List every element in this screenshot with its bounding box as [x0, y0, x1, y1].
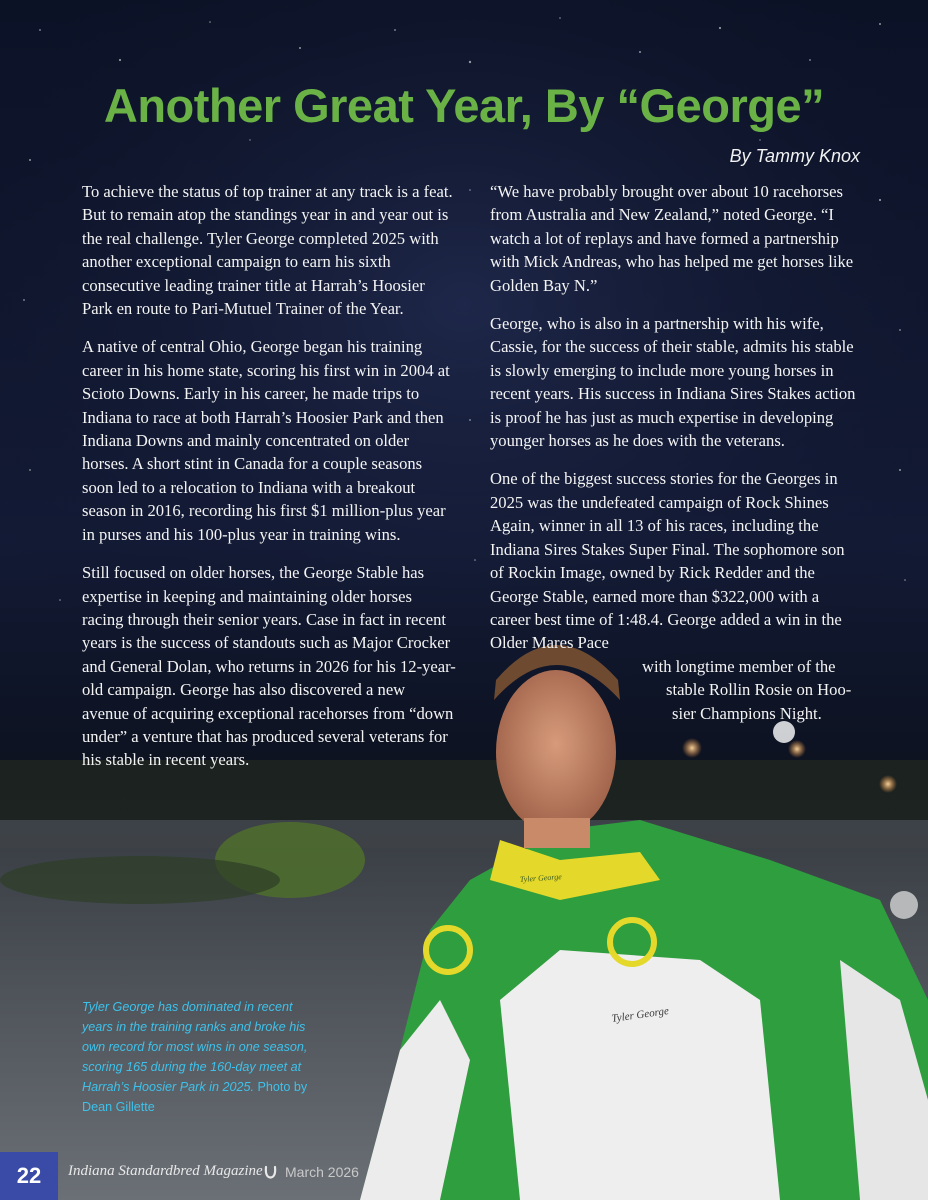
- paragraph: “We have probably brought over about 10 racehorses from Australia and New Zealand,” noted George. “I watch a lot of replays and have formed a partnership with Mick Andreas, who has helped me get horses like Golden Bay N.”: [490, 182, 854, 295]
- byline: By Tammy Knox: [729, 146, 860, 166]
- paragraph: To achieve the status of top trainer at any track is a feat. But to remain atop the standings year in and year out is the real challenge. Tyler George completed 2025 with another exceptional campaign to earn his sixth consecutive leading trainer title at Harrah’s Hoosier Park en route to Pari-Mutuel Trainer of the Year.: [82, 182, 453, 319]
- paragraph: Still focused on older horses, the George Stable has expertise in keeping and maintaining older horses racing through their senior years. Case in fact in recent years is the success of standouts such as Major Crocker and General Dolan, who returns in 2026 for his 12-year-old campaign. George has also discovered a new avenue of acquiring exceptional racehorses from “down under” a venture that has produced several veterans for his stable in recent years.: [82, 563, 456, 770]
- article-column-left: [82, 180, 456, 787]
- wrapped-line: stable Rollin Rosie on Hoo-: [666, 680, 852, 700]
- paragraph: One of the biggest success stories for the Georges in 2025 was the undefeated campaign of Rock Shines Again, winner in all 13 of his races, including the Indiana Sires Stakes Super Final. The sophomore son of Rockin Image, owned by Rick Redder and the George Stable, earned more than $322,000 with a career best time of 1:48.4. George added a win in the Older Mares Pace: [490, 469, 845, 653]
- page-number: 22: [0, 1152, 58, 1200]
- article-title: Another Great Year, By “George”: [103, 79, 825, 132]
- jacket-name: Tyler George: [610, 1005, 670, 1025]
- article-column-right: [490, 180, 862, 725]
- collar-name: Tyler George: [519, 872, 563, 884]
- wrapped-line: with longtime member of the: [642, 656, 836, 676]
- photo-credit: Photo by Dean Gillette: [82, 1080, 308, 1114]
- photo-caption: [82, 997, 312, 1117]
- issue-date: March 2026: [285, 1164, 359, 1180]
- paragraph: George, who is also in a partnership with his wife, Cassie, for the success of their stable, admits his stable is slowly emerging to include more young horses in recent years. His success in Indiana Sires Stakes action is proof he has just as much expertise in developing younger horses as he does with the veterans.: [490, 314, 856, 451]
- horseshoe-icon: [264, 1164, 277, 1179]
- wrapped-line: sier Champions Night.: [672, 703, 822, 723]
- paragraph: A native of central Ohio, George began his training career in his home state, scoring his first win in 2004 at Scioto Downs. Early in his career, he made trips to Indiana to race at both Harrah’s Hoosier Park and then Indiana Downs and mainly concentrated on older horses. A short stint in Canada for a couple seasons soon led to a relocation to Indiana with a breakout season in 2016, recording his first $1 million-plus year in purses and his 100-plus year in training wins.: [82, 337, 450, 544]
- caption-text: Tyler George has dominated in recent years in the training ranks and broke his own record for most wins in one season, scoring 165 during the 160-day meet at Harrah’s Hoosier Park in 2025.: [82, 1000, 308, 1094]
- magazine-name: Indiana Standardbred Magazine: [68, 1163, 263, 1179]
